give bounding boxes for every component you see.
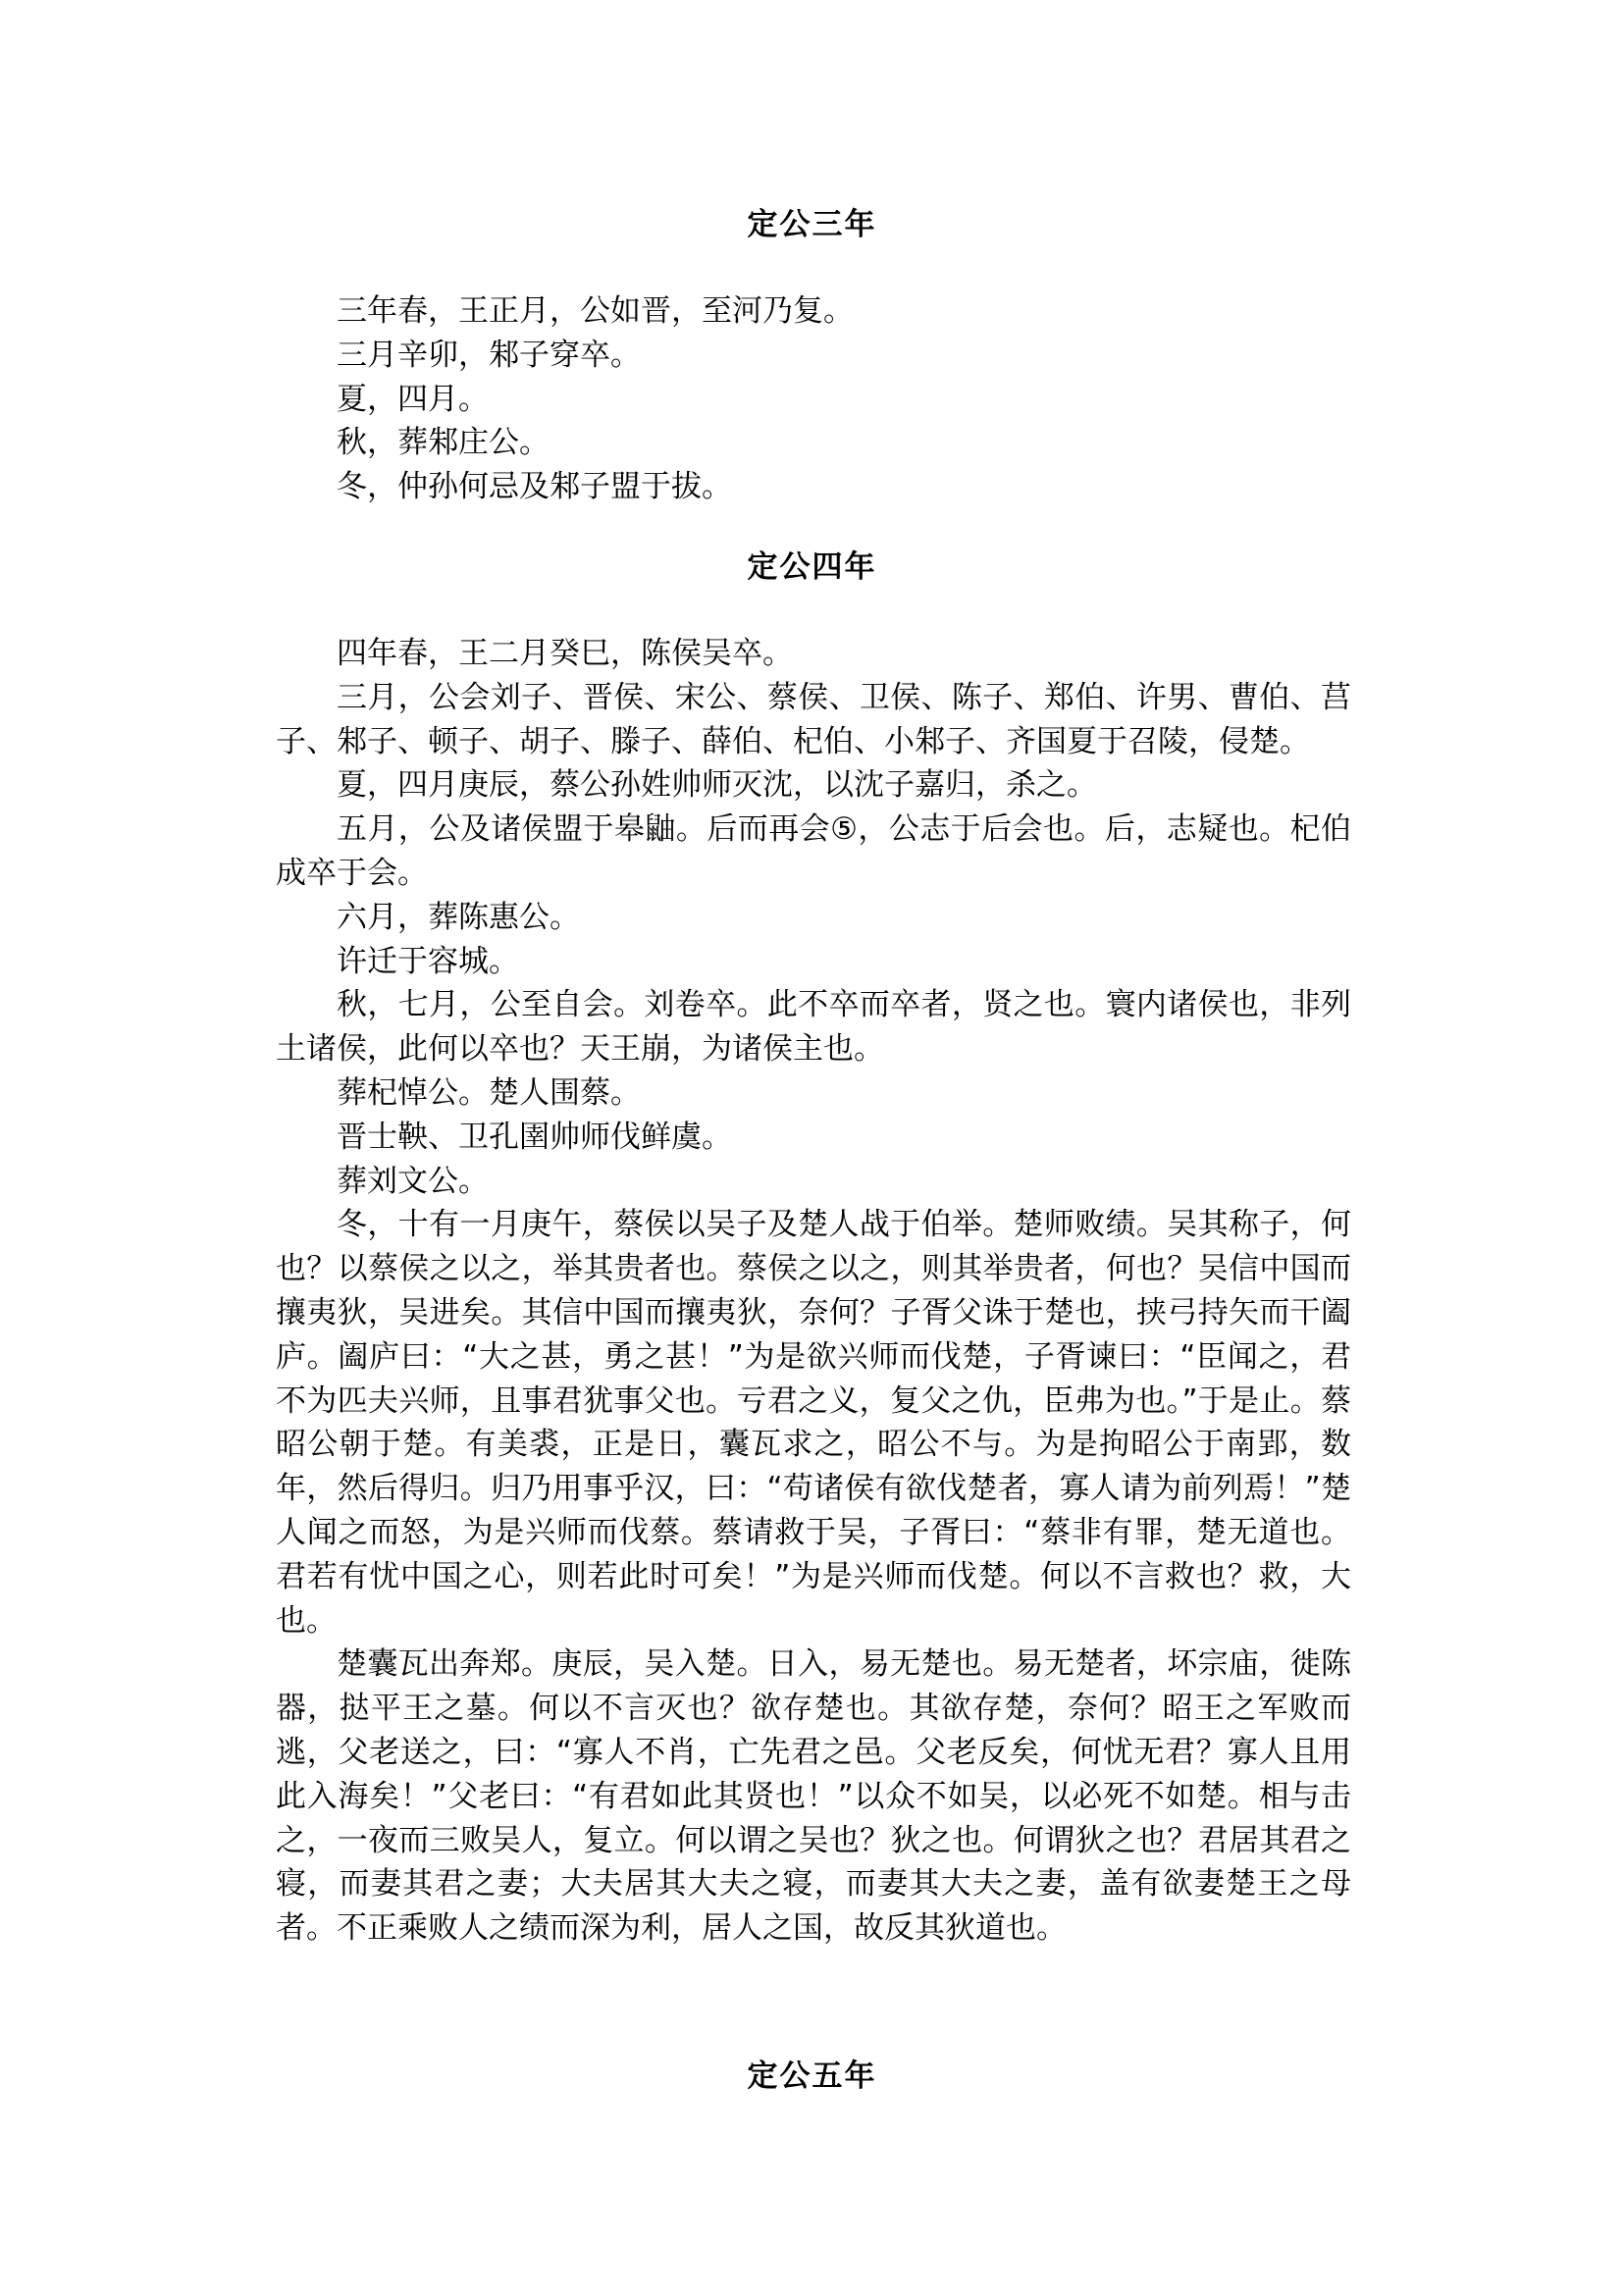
section-heading-ding-5: 定公五年: [747, 2059, 877, 2094]
section-heading-ding-3: 定公三年: [747, 207, 877, 242]
paragraph: 许迁于容城。: [337, 943, 519, 979]
paragraph: 六月，葬陈惠公。: [337, 899, 580, 935]
section-body-ding-3: [276, 289, 1351, 509]
paragraph: 三年春，王正月，公如晋，至河乃复。: [337, 293, 854, 329]
paragraph: 秋，葬邾庄公。: [337, 425, 550, 461]
section-body-ding-4: [276, 632, 1351, 1951]
paragraph: 冬，十有一月庚午，蔡侯以吴子及楚人战于伯举。楚师败绩。吴其称子，何也？以蔡侯之以之，举其贵者也。蔡侯之以之，则其举贵者，何也？吴信中国而攘夷狄，吴进矣。其信中国而攘夷狄，奈何？子胥父诛于楚也，挟弓持矢而干阖庐。阖庐曰：“大之甚，勇之甚！”为是欲兴师而伐楚，子胥谏曰：“臣闻之，君不为匹夫兴师，且事君犹事父也。亏君之义，复父之仇，臣弗为也。”于是止。蔡昭公朝于楚。有美裘，正是日，囊瓦求之，昭公不与。为是拘昭公于南郢，数年，然后得归。归乃用事乎汉，曰：“苟诸侯有欲伐楚者，寡人请为前列焉！”楚人闻之而怒，为是兴师而伐蔡。蔡请救于吴，子胥曰：“蔡非有罪，楚无道也。君若有忧中国之心，则若此时可矣！”为是兴师而伐楚。何以不言救也？救，大也。: [276, 1207, 1351, 1639]
paragraph: 夏，四月庚辰，蔡公孙姓帅师灭沈，以沈子嘉归，杀之。: [337, 767, 1097, 804]
paragraph: 四年春，王二月癸巳，陈侯吴卒。: [337, 636, 793, 671]
paragraph: 葬刘文公。: [337, 1163, 489, 1199]
section-heading-ding-4: 定公四年: [747, 549, 877, 585]
paragraph: 夏，四月。: [337, 381, 489, 417]
paragraph: 五月，公及诸侯盟于皋鼬。后而再会⑤，公志于后会也。后，志疑也。杞伯成卒于会。: [276, 811, 1351, 891]
paragraph: 三月，公会刘子、晋侯、宋公、蔡侯、卫侯、陈子、郑伯、许男、曹伯、莒子、邾子、顿子、胡子、滕子、薛伯、杞伯、小邾子、齐国夏于召陵，侵楚。: [276, 679, 1351, 759]
paragraph: 晋士鞅、卫孔圉帅师伐鲜虞。: [337, 1119, 732, 1155]
paragraph: 冬，仲孙何忌及邾子盟于拔。: [337, 469, 732, 505]
paragraph: 葬杞悼公。楚人围蔡。: [337, 1074, 641, 1111]
paragraph: 秋，七月，公至自会。刘卷卒。此不卒而卒者，贤之也。寰内诸侯也，非列土诸侯，此何以卒也？天王崩，为诸侯主也。: [276, 987, 1351, 1068]
paragraph: 三月辛卯，邾子穿卒。: [337, 337, 641, 373]
paragraph: 楚囊瓦出奔郑。庚辰，吴入楚。日入，易无楚也。易无楚者，坏宗庙，徙陈器，挞平王之墓。何以不言灭也？欲存楚也。其欲存楚，奈何？昭王之军败而逃，父老送之，曰：“寡人不肖，亡先君之邑。父老反矣，何忧无君？寡人且用此入海矣！”父老曰：“有君如此其贤也！”以众不如吴，以必死不如楚。相与击之，一夜而三败吴人，复立。何以谓之吴也？狄之也。何谓狄之也？君居其君之寝，而妻其君之妻；大夫居其大夫之寝，而妻其大夫之妻，盖有欲妻楚王之母者。不正乘败人之绩而深为利，居人之国，故反其狄道也。: [276, 1646, 1351, 1947]
